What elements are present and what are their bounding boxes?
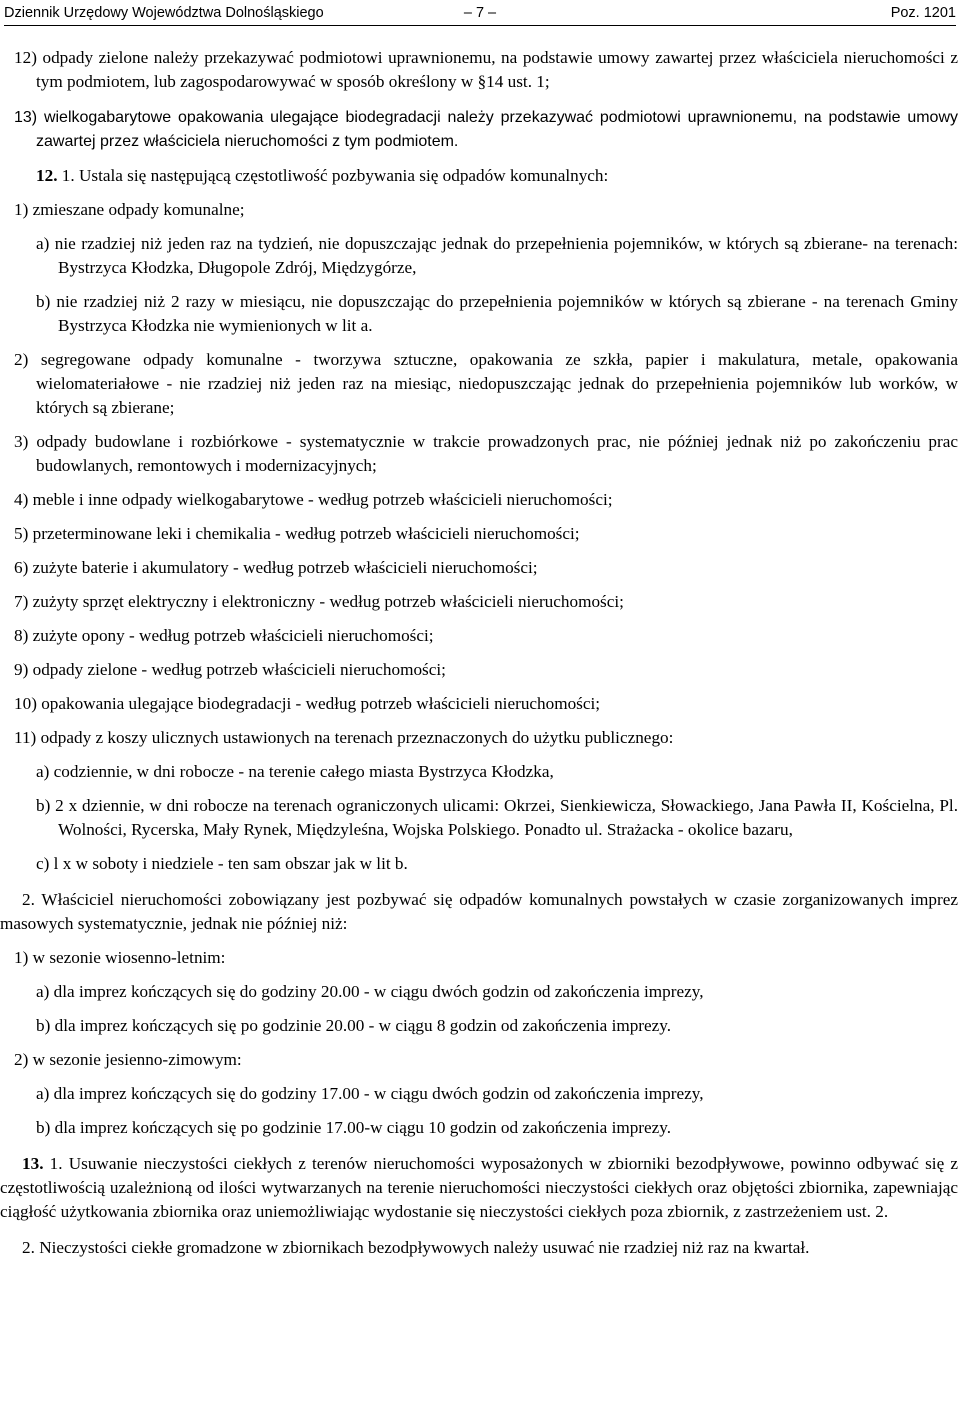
- list-item: a) dla imprez kończących się do godziny 20.00 - w ciągu dwóch godzin od zakończenia imprezy,: [36, 982, 704, 1001]
- position-number: Poz. 1201: [890, 4, 956, 21]
- list-item: 1) zmieszane odpady komunalne;: [14, 200, 245, 219]
- section-12-ust-2: 2. Właściciel nieruchomości zobowiązany jest pozbywać się odpadów komunalnych powstałych w czasie zorganizowanych imprez masowych systematycznie, jednak nie później niż:: [0, 890, 958, 933]
- list-item: c) l x w soboty i niedziele - ten sam obszar jak w lit b.: [36, 854, 408, 873]
- paragraph-12: 12) odpady zielone należy przekazywać podmiotowi uprawnionemu, na podstawie umowy zawartej przez właściciela nieruchomości z tym podmiotem, lub zagospodarowywać w sposób określony w §14 ust. 1;: [14, 48, 958, 91]
- page-header: [4, 0, 956, 26]
- list-item: b) dla imprez kończących się po godzinie 17.00-w ciągu 10 godzin od zakończenia imprezy.: [36, 1118, 672, 1137]
- page-number: – 7 –: [463, 4, 497, 21]
- section-text: 1. Usuwanie nieczystości ciekłych z terenów nieruchomości wyposażonych w zbiorniki bezodpływowe, powinno odbywać się z częstotliwością uzależnioną od ilości wytwarzanych na terenie nieruchomości nieczystości ciekłych oraz objętości zbiornika, zapewniając ciągłość użytkowania zbiornika oraz uniemożliwiając wydostanie się nieczystości ciekłych poza zbiornik, z zastrzeżeniem ust. 2.: [0, 1154, 958, 1221]
- list-item: 1) w sezonie wiosenno-letnim:: [14, 948, 226, 967]
- list-item: 9) odpady zielone - według potrzeb właścicieli nieruchomości;: [14, 660, 446, 679]
- list-item: 4) meble i inne odpady wielkogabarytowe - według potrzeb właścicieli nieruchomości;: [14, 490, 613, 509]
- list-item: 7) zużyty sprzęt elektryczny i elektroniczny - według potrzeb właścicieli nieruchomości;: [14, 592, 624, 611]
- journal-title: Dziennik Urzędowy Województwa Dolnośląskiego: [4, 4, 324, 21]
- section-12: [14, 164, 958, 188]
- list-item: b) 2 x dziennie, w dni robocze na terenach ograniczonych ulicami: Okrzei, Sienkiewicza, Słowackiego, Jana Pawła II, Kościelna, Pl. Wolności, Rycerska, Mały Rynek, Międzyleśna, Wojska Polskiego. Ponadto ul. Strażacka - okolice bazaru,: [36, 796, 958, 839]
- section-13: [0, 1152, 958, 1224]
- list-item: 11) odpady z koszy ulicznych ustawionych na terenach przeznaczonych do użytku publicznego:: [14, 728, 674, 747]
- section-number: 13.: [22, 1154, 44, 1173]
- list-item: a) nie rzadziej niż jeden raz na tydzień, nie dopuszczając jednak do przepełnienia pojemników, w których są zbierane- na terenach: Bystrzyca Kłodzka, Długopole Zdrój, Międzygórze,: [36, 234, 958, 277]
- list-item: 10) opakowania ulegające biodegradacji - według potrzeb właścicieli nieruchomości;: [14, 694, 601, 713]
- paragraph-13: 13) wielkogabarytowe opakowania ulegające biodegradacji należy przekazywać podmiotowi uprawnionemu, na podstawie umowy zawartej przez właściciela nieruchomości z tym podmiotem.: [14, 109, 958, 150]
- section-13-ust-2: 2. Nieczystości ciekłe gromadzone w zbiornikach bezodpływowych należy usuwać nie rzadziej niż raz na kwartał.: [22, 1238, 810, 1257]
- list-item: 2) segregowane odpady komunalne - tworzywa sztuczne, opakowania ze szkła, papier i makulatura, metale, opakowania wielomateriałowe - nie rzadziej niż jeden raz na miesiąc, niedopuszczając jednak do przepełnienia pojemników lub worków, w których są zbierane;: [14, 350, 958, 417]
- document-body: [0, 46, 958, 1260]
- list-item: 5) przeterminowane leki i chemikalia - według potrzeb właścicieli nieruchomości;: [14, 524, 580, 543]
- list-item: a) dla imprez kończących się do godziny 17.00 - w ciągu dwóch godzin od zakończenia imprezy,: [36, 1084, 704, 1103]
- list-item: 2) w sezonie jesienno-zimowym:: [14, 1050, 242, 1069]
- list-item: b) nie rzadziej niż 2 razy w miesiącu, nie dopuszczając do przepełnienia pojemników w których są zbierane - na terenach Gminy Bystrzyca Kłodzka nie wymienionych w lit a.: [36, 292, 958, 335]
- list-item: b) dla imprez kończących się po godzinie 20.00 - w ciągu 8 godzin od zakończenia imprezy.: [36, 1016, 672, 1035]
- list-item: a) codziennie, w dni robocze - na terenie całego miasta Bystrzyca Kłodzka,: [36, 762, 554, 781]
- list-item: 8) zużyte opony - według potrzeb właścicieli nieruchomości;: [14, 626, 434, 645]
- section-number: 12.: [36, 166, 58, 185]
- list-item: 6) zużyte baterie i akumulatory - według potrzeb właścicieli nieruchomości;: [14, 558, 538, 577]
- section-text: 1. Ustala się następującą częstotliwość pozbywania się odpadów komunalnych:: [57, 166, 609, 185]
- list-item: 3) odpady budowlane i rozbiórkowe - systematycznie w trakcie prowadzonych prac, nie później jednak niż po zakończeniu prac budowlanych, remontowych i modernizacyjnych;: [14, 432, 958, 475]
